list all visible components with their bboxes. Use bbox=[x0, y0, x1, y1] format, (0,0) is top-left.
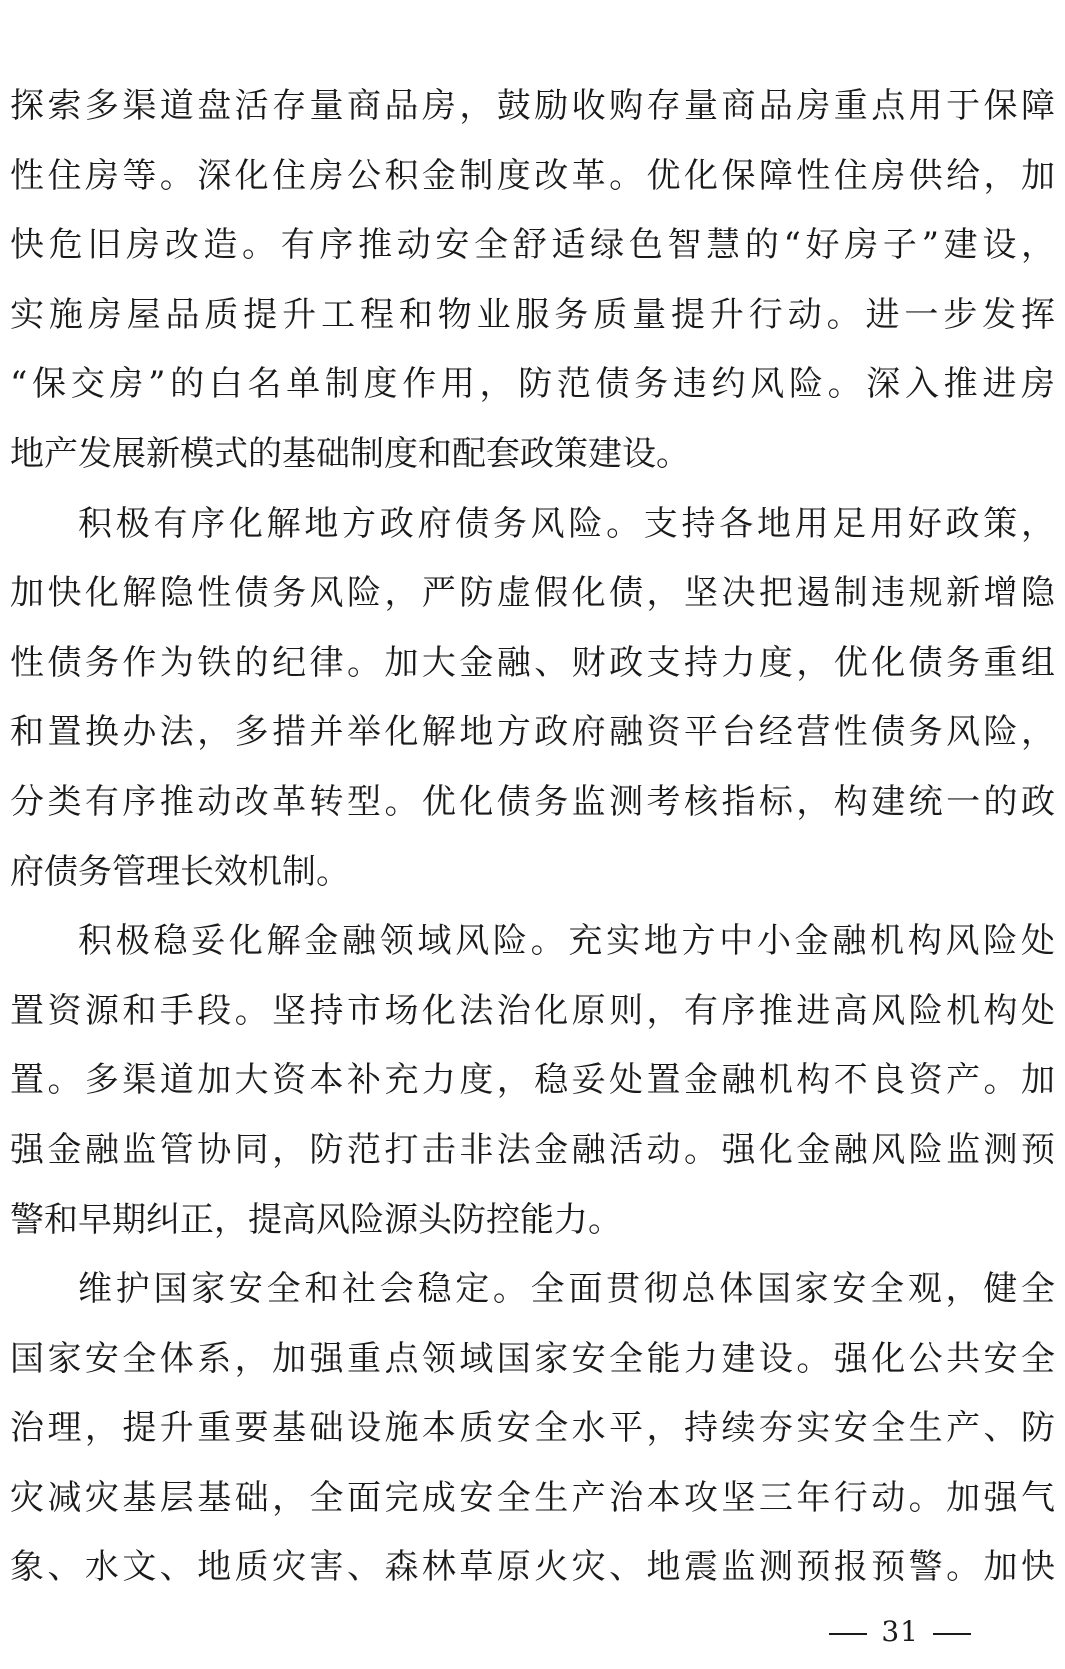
paragraph-start-line: 维护国家安全和社会稳定。全面贯彻总体国家安全观，健全 bbox=[78, 1269, 1055, 1310]
text-line: 国家安全体系，加强重点领域国家安全能力建设。强化公共安全 bbox=[10, 1338, 1055, 1379]
text-line: 性住房等。深化住房公积金制度改革。优化保障性住房供给，加 bbox=[10, 155, 1055, 196]
right-dash bbox=[933, 1633, 971, 1635]
page-number: 31 bbox=[881, 1615, 919, 1648]
text-line: 探索多渠道盘活存量商品房，鼓励收购存量商品房重点用于保障 bbox=[10, 86, 1055, 126]
text-line: 置资源和手段。坚持市场化法治化原则，有序推进高风险机构处 bbox=[10, 990, 1055, 1031]
paragraph-start-line: 积极稳妥化解金融领域风险。充实地方中小金融机构风险处 bbox=[78, 921, 1055, 962]
paragraph-start-line: 积极有序化解地方政府债务风险。支持各地用足用好政策， bbox=[78, 503, 1055, 544]
text-line: 地产发展新模式的基础制度和配套政策建设。 bbox=[10, 433, 690, 474]
text-line: 和置换办法，多措并举化解地方政府融资平台经营性债务风险， bbox=[10, 712, 1055, 753]
text-line: 置。多渠道加大资本补充力度，稳妥处置金融机构不良资产。加 bbox=[10, 1060, 1055, 1101]
left-dash bbox=[829, 1633, 867, 1635]
text-line: 快危旧房改造。有序推动安全舒适绿色智慧的“好房子”建设， bbox=[10, 225, 1055, 266]
text-line: 分类有序推动改革转型。优化债务监测考核指标，构建统一的政 bbox=[10, 781, 1055, 822]
body-text bbox=[10, 72, 1055, 1603]
text-line: 强金融监管协同，防范打击非法金融活动。强化金融风险监测预 bbox=[10, 1129, 1055, 1170]
text-line: 警和早期纠正，提高风险源头防控能力。 bbox=[10, 1199, 622, 1240]
text-line: 实施房屋品质提升工程和物业服务质量提升行动。进一步发挥 bbox=[10, 294, 1055, 335]
text-line: “保交房”的白名单制度作用，防范债务违约风险。深入推进房 bbox=[10, 364, 1055, 405]
text-line: 治理，提升重要基础设施本质安全水平，持续夯实安全生产、防 bbox=[10, 1408, 1055, 1449]
text-line: 加快化解隐性债务风险，严防虚假化债，坚决把遏制违规新增隐 bbox=[10, 573, 1055, 614]
page-footer bbox=[0, 1612, 1065, 1652]
text-line: 性债务作为铁的纪律。加大金融、财政支持力度，优化债务重组 bbox=[10, 642, 1055, 683]
text-line: 象、水文、地质灾害、森林草原火灾、地震监测预报预警。加快 bbox=[10, 1547, 1055, 1588]
text-line: 府债务管理长效机制。 bbox=[10, 851, 350, 892]
text-line: 灾减灾基层基础，全面完成安全生产治本攻坚三年行动。加强气 bbox=[10, 1477, 1055, 1518]
page-number-group bbox=[815, 1612, 985, 1652]
